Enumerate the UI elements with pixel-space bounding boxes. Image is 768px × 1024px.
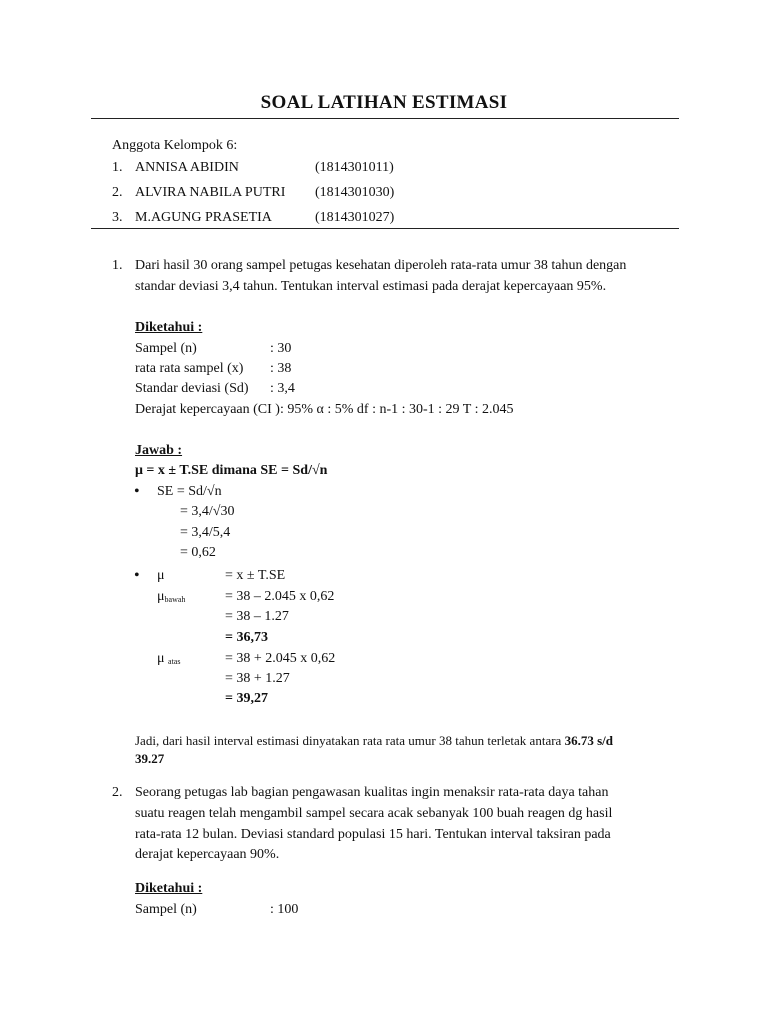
member-id: (1814301027) bbox=[315, 210, 395, 225]
answer-heading: Jawab : bbox=[135, 443, 183, 458]
members-divider bbox=[91, 228, 679, 229]
member-name: ALVIRA NABILA PUTRI bbox=[135, 185, 286, 200]
bullet-icon: • bbox=[134, 567, 140, 584]
known-label: Standar deviasi (Sd) bbox=[135, 381, 249, 396]
bullet-icon: • bbox=[134, 483, 140, 500]
mu-lower-label: $\mu_{bawah}$ bbox=[157, 589, 186, 604]
question-text: rata-rata 12 bulan. Deviasi standard populasi 15 hari. Tentukan interval taksiran pada bbox=[135, 827, 611, 842]
upper-step: = 38 + 1.27 bbox=[225, 671, 290, 686]
known-value: : 30 bbox=[270, 341, 292, 356]
known-value: : 38 bbox=[270, 361, 292, 376]
known-value: : 3,4 bbox=[270, 381, 295, 396]
known-label: rata rata sampel (x) bbox=[135, 361, 244, 376]
known-heading: Diketahui : bbox=[135, 320, 203, 335]
known-heading: Diketahui : bbox=[135, 881, 203, 896]
confidence-line: Derajat kepercayaan (CI ): 95% α : 5% df : n-1 : 30-1 : 29 T : 2.045 bbox=[135, 402, 514, 417]
mu-equation: = x ± T.SE bbox=[225, 568, 286, 583]
member-id: (1814301030) bbox=[315, 185, 395, 200]
question-text: derajat kepercayaan 90%. bbox=[135, 847, 280, 862]
known-label: Sampel (n) bbox=[135, 902, 197, 917]
question-text: Seorang petugas lab bagian pengawasan kualitas ingin menaksir rata-rata daya tahan bbox=[135, 785, 609, 800]
member-no: 2. bbox=[112, 185, 123, 200]
member-id: (1814301011) bbox=[315, 160, 394, 175]
se-step: = 0,62 bbox=[180, 545, 216, 560]
conclusion-result: 39.27 bbox=[135, 751, 165, 766]
lower-result: = 36,73 bbox=[225, 630, 268, 645]
upper-result: = 39,27 bbox=[225, 691, 268, 706]
question-text: Dari hasil 30 orang sampel petugas kesehatan diperoleh rata-rata umur 38 tahun dengan bbox=[135, 258, 627, 273]
conclusion-text: Jadi, dari hasil interval estimasi dinyatakan rata rata umur 38 tahun terletak antara 36.73 s/d bbox=[135, 733, 613, 748]
question-number: 2. bbox=[112, 785, 123, 800]
se-step: = 3,4/√30 bbox=[180, 504, 235, 519]
mu-upper-label: μ $_{atas}$ bbox=[157, 651, 181, 666]
known-value: : 100 bbox=[270, 902, 299, 917]
mu-symbol: μ bbox=[157, 568, 165, 583]
member-name: M.AGUNG PRASETIA bbox=[135, 210, 272, 225]
se-step: = 3,4/5,4 bbox=[180, 525, 231, 540]
lower-step: = 38 – 2.045 x 0,62 bbox=[225, 589, 335, 604]
page-title: SOAL LATIHAN ESTIMASI bbox=[260, 92, 508, 113]
lower-step: = 38 – 1.27 bbox=[225, 609, 289, 624]
question-number: 1. bbox=[112, 258, 123, 273]
member-name: ANNISA ABIDIN bbox=[135, 160, 239, 175]
member-no: 1. bbox=[112, 160, 123, 175]
upper-step: = 38 + 2.045 x 0,62 bbox=[225, 651, 336, 666]
formula: μ = x ± T.SE dimana SE = Sd/√n bbox=[135, 463, 328, 478]
known-label: Sampel (n) bbox=[135, 341, 197, 356]
question-text: suatu reagen telah mengambil sampel secara acak sebanyak 100 buah reagen dg hasil bbox=[135, 806, 613, 821]
member-no: 3. bbox=[112, 210, 123, 225]
se-step: SE = Sd/√n bbox=[157, 484, 222, 499]
question-text: standar deviasi 3,4 tahun. Tentukan interval estimasi pada derajat kepercayaan 95%. bbox=[135, 279, 607, 294]
group-label: Anggota Kelompok 6: bbox=[112, 138, 238, 153]
title-divider bbox=[91, 118, 679, 119]
